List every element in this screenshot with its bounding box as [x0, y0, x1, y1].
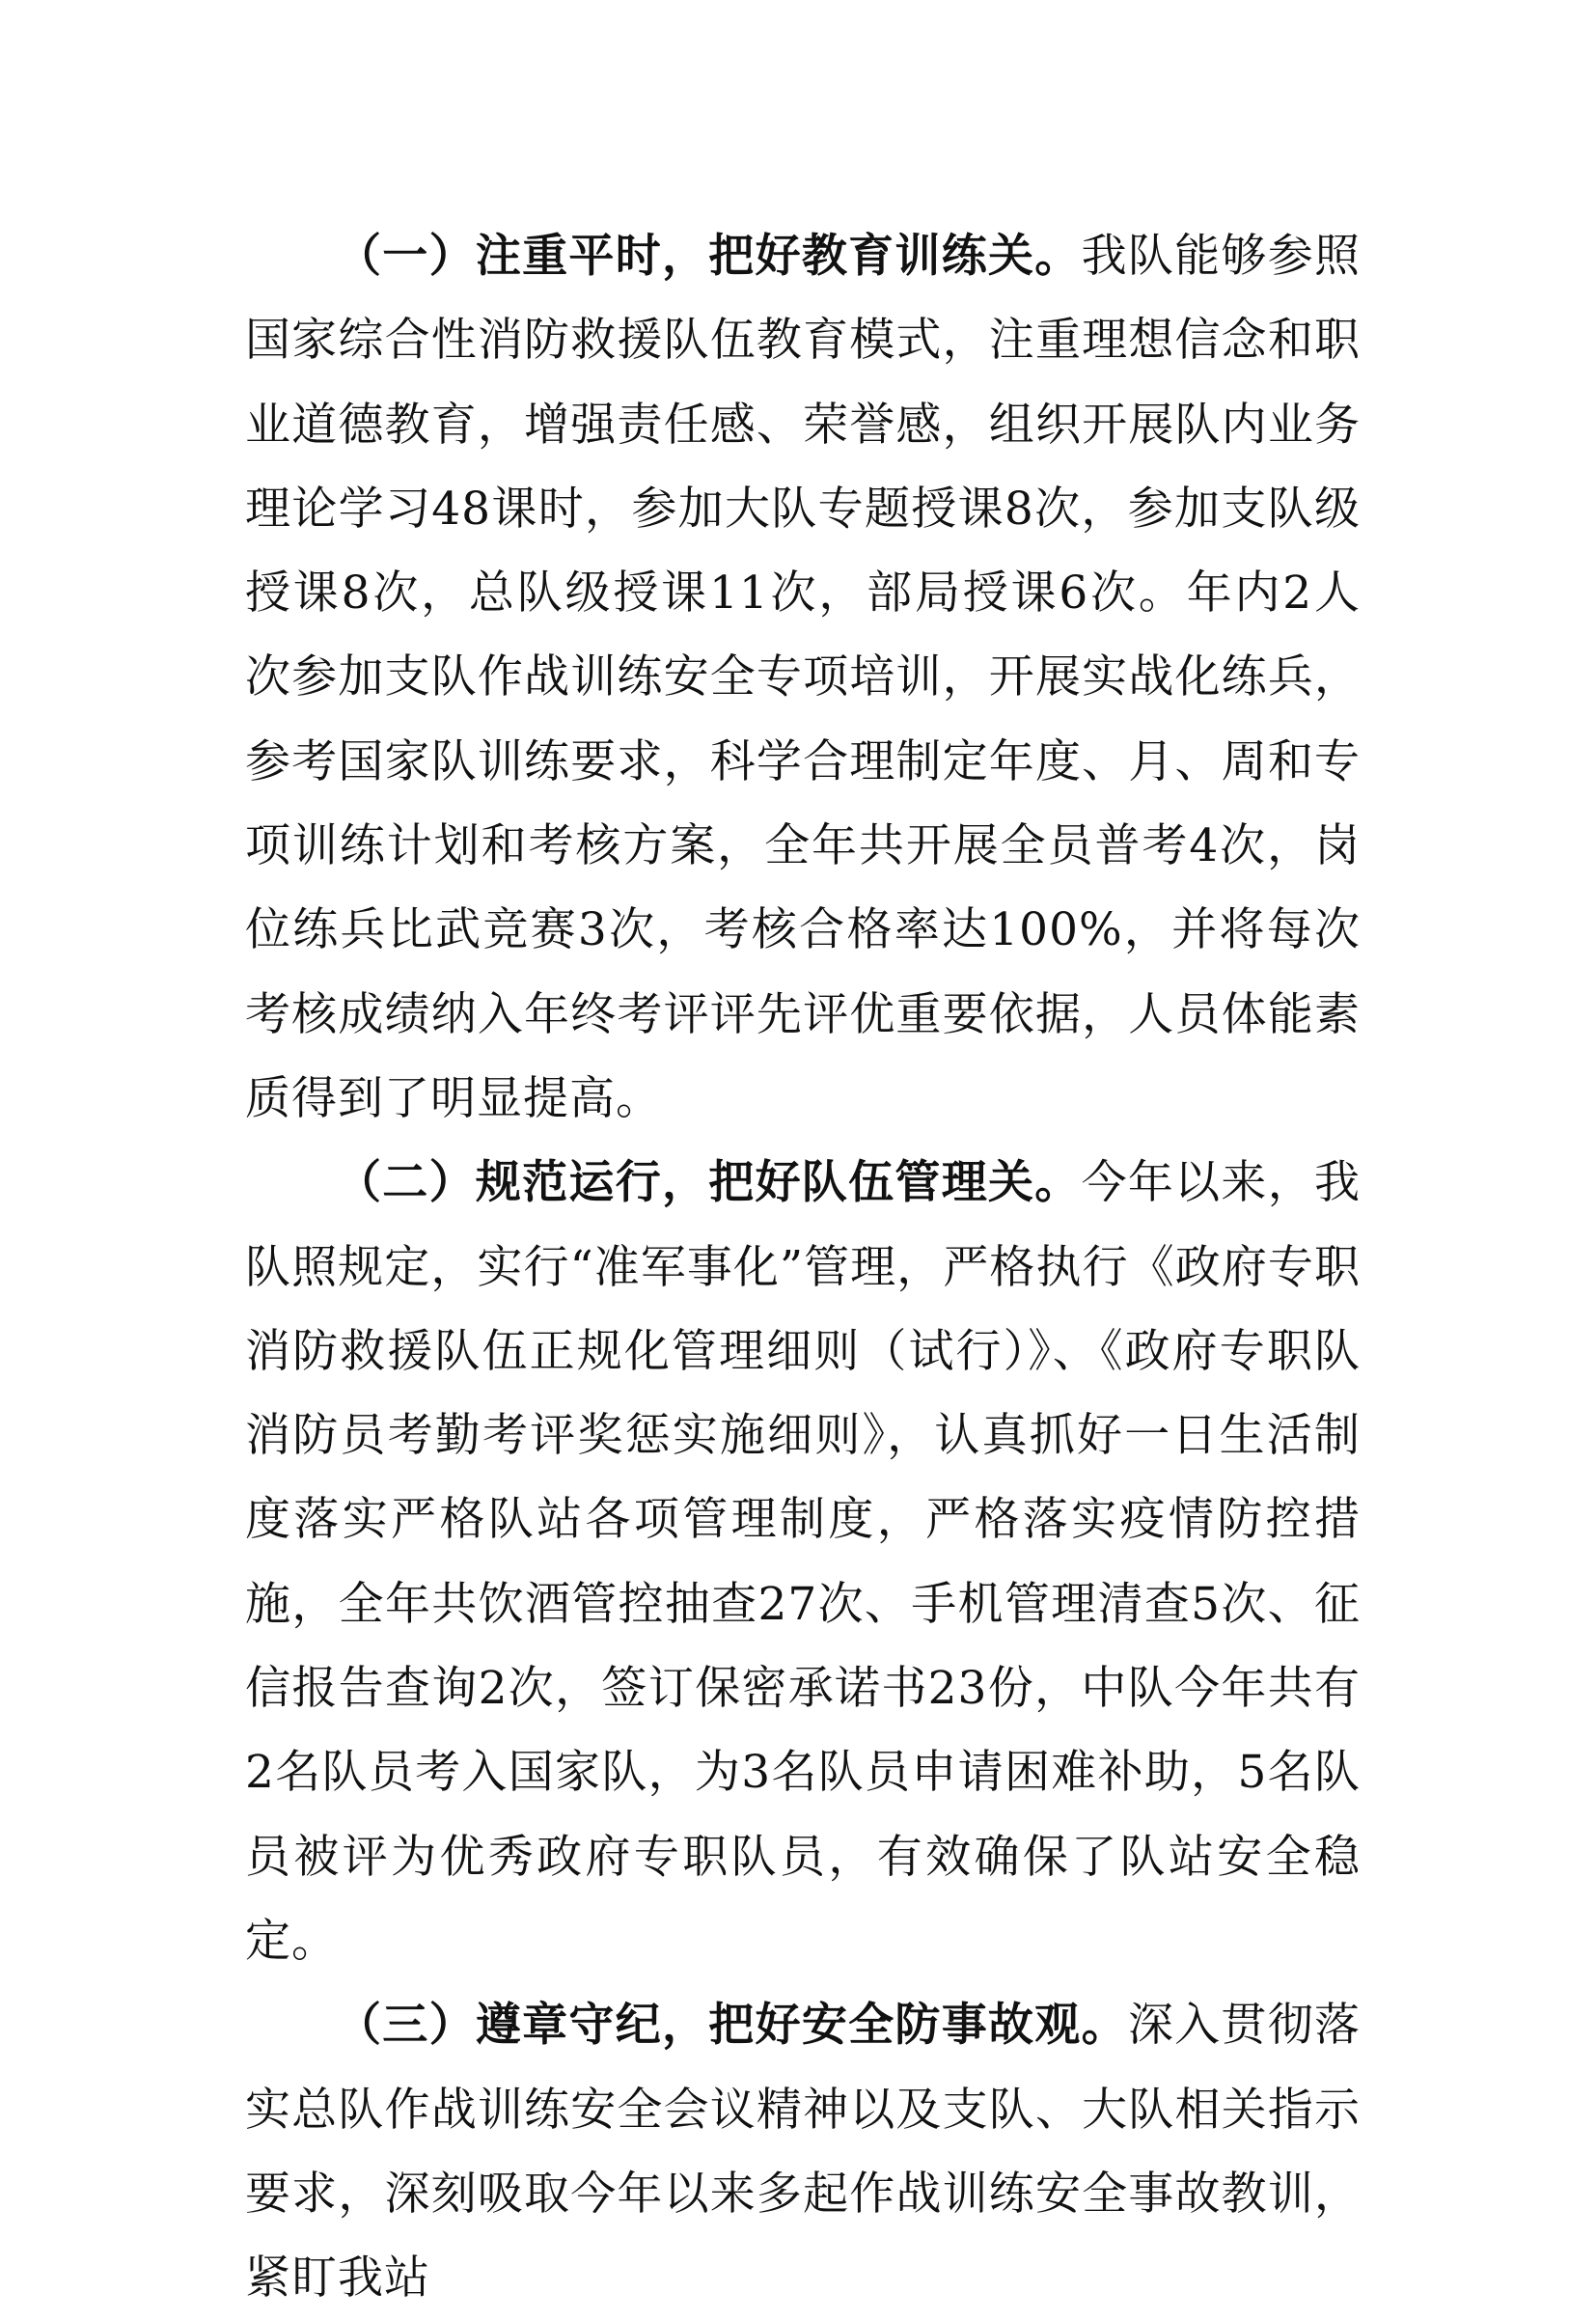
paragraph-text: 今年以来，我队照规定，实行“准军事化”管理，严格执行《政府专职消防救援队伍正规化管理细则（试行）》、《政府专职队消防员考勤考评奖惩实施细则》，认真抓好一日生活制度落实严格队站各项管理制度，严格落实疫情防控措施，全年共饮酒管控抽查27次、手机管理清查5次、征信报告查询2次，签订保密承诺书23份，中队今年共有2名队员考入国家队，为3名队员申请困难补助，5名队员被评为优秀政府专职队员，有效确保了队站安全稳定。 — [245, 1156, 1362, 1968]
paragraph-heading: （三）遵章守纪，把好安全防事故观。 — [336, 1999, 1128, 2053]
paragraph-text: 深入贯彻落实总队作战训练安全会议精神以及支队、大队相关指示要求，深刻吸取今年以来多起作战训练安全事故教训，紧盯我站 — [245, 1999, 1362, 2306]
paragraph-team-management — [245, 1141, 1361, 1983]
paragraph-text: 我队能够参照国家综合性消防救援队伍教育模式，注重理想信念和职业道德教育，增强责任感、荣誉感，组织开展队内业务理论学习48课时，参加大队专题授课8次，参加支队级授课8次，总队级授课11次，部局授课6次。年内2人次参加支队作战训练安全专项培训，开展实战化练兵，参考国家队训练要求，科学合理制定年度、月、周和专项训练计划和考核方案，全年共开展全员普考4次，岗位练兵比武竞赛3次，考核合格率达100%，并将每次考核成绩纳入年终考评评先评优重要依据，人员体能素质得到了明显提高。 — [245, 230, 1362, 1125]
paragraph-education-training — [245, 214, 1361, 1141]
paragraph-safety-discipline — [245, 1983, 1361, 2320]
paragraph-heading: （一）注重平时，把好教育训练关。 — [336, 230, 1082, 283]
paragraph-heading: （二）规范运行，把好队伍管理关。 — [336, 1156, 1082, 1210]
document-body — [245, 214, 1361, 2320]
